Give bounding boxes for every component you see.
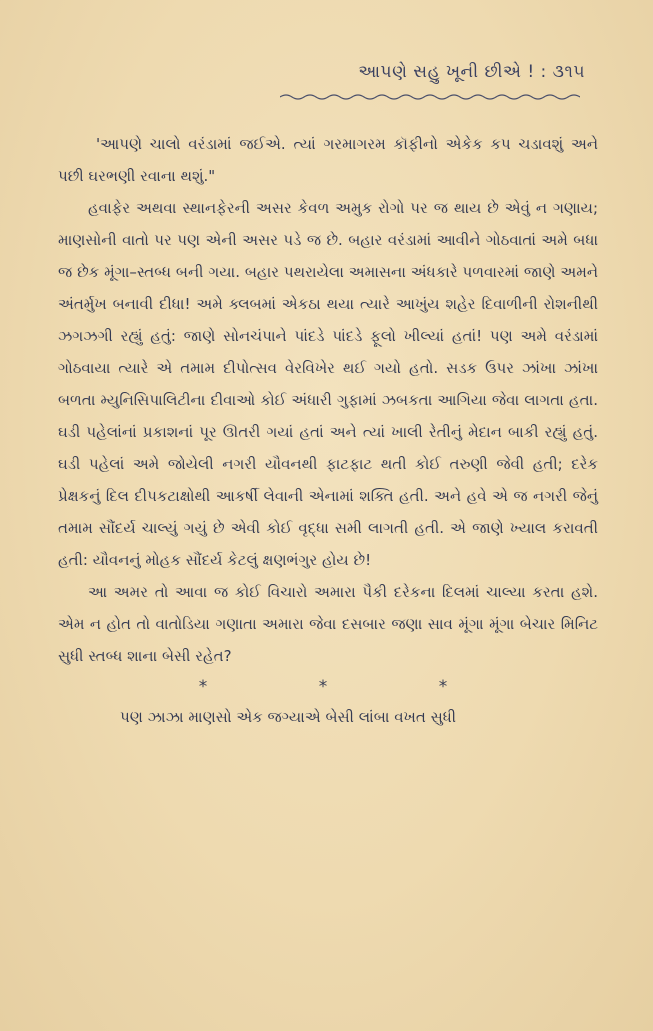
separator-star-3: * [438, 677, 448, 697]
separator-star-1: * [198, 677, 208, 697]
body-text [58, 128, 598, 732]
paragraph-4-start: પણ ઝાઝા માણસો એક જગ્યાએ બેસી લાંબા વખત સુધી [120, 708, 457, 726]
paragraph-3: આ અમર તો આવા જ કોઈ વિચારો અમારા પૈકી દરેકના દિલમાં ચાલ્યા કરતા હશે. એમ ન હોત તો વાતોડિયા ગણાતા અમારા જેવા દસબાર જણા સાવ મૂંગા મૂંગા બેચાર મિનિટ સુધી સ્તબ્ધ શાના બેસી રહેત? [58, 583, 598, 665]
paragraph-2: હવાફેર અથવા સ્થાનફેરની અસર કેવળ અમુક રોગો પર જ થાય છે એવું ન ગણાય; માણસોની વાતો પર પણ એની અસર પડે જ છે. બહાર વરંડામાં આવીને ગોઠવાતાં અમે બધા જ છેક મૂંગા–સ્તબ્ધ બની ગયા. બહાર પથરાયેલા અમાસના અંધકારે પળવારમાં જાણે અમને અંતર્મુખ બનાવી દીધા! અમે ક્લબમાં એકઠા થયા ત્યારે આખુંય શહેર દિવાળીની રોશનીથી ઝગઝગી રહ્યું હતું: જાણે સોનચંપાને પાંદડે પાંદડે ફૂલો ખીલ્યાં હતાં! પણ અમે વરંડામાં ગોઠવાયા ત્યારે એ તમામ દીપોત્સવ વેરવિખેર થઈ ગયો હતો. સડક ઉપર ઝાંખા ઝાંખા બળતા મ્યુનિસિપાલિટીના દીવાઓ કોઈ અંધારી ગુફામાં ઝબકતા આગિયા જેવા લાગતા હતા. ઘડી પહેલાંનાં પ્રકાશનાં પૂર ઊતરી ગયાં હતાં અને ત્યાં ખાલી રેતીનું મેદાન બાકી રહ્યું હતું. ઘડી પહેલાં અમે જોયેલી નગરી યૌવનથી ફાટફાટ થતી કોઈ તરુણી જેવી હતી; દરેક પ્રેક્ષકનું દિલ દીપકટાક્ષોથી આકર્ષી લેવાની એનામાં શક્તિ હતી. અને હવે એ જ નગરી જેનું તમામ સૌંદર્ય ચાલ્યું ગયું છે એવી કોઈ વૃદ્ધા સમી લાગતી હતી. એ જાણે ખ્યાલ કરાવતી હતી: યૌવનનું મોહક સૌંદર્ય કેટલું ક્ષણભંગુર હોય છે! [58, 199, 598, 569]
separator-star-2: * [318, 677, 328, 697]
section-separator [143, 674, 503, 700]
paragraph-1: 'આપણે ચાલો વરંડામાં જઈએ. ત્યાં ગરમાગરમ કૉફીનો એકેક કપ ચડાવશું અને પછી ઘરભણી રવાના થશું." [58, 135, 598, 185]
running-head: આપણે સહુ ખૂની છીએ ! : ૩૧૫ [358, 62, 585, 82]
running-head-rule [280, 92, 580, 102]
